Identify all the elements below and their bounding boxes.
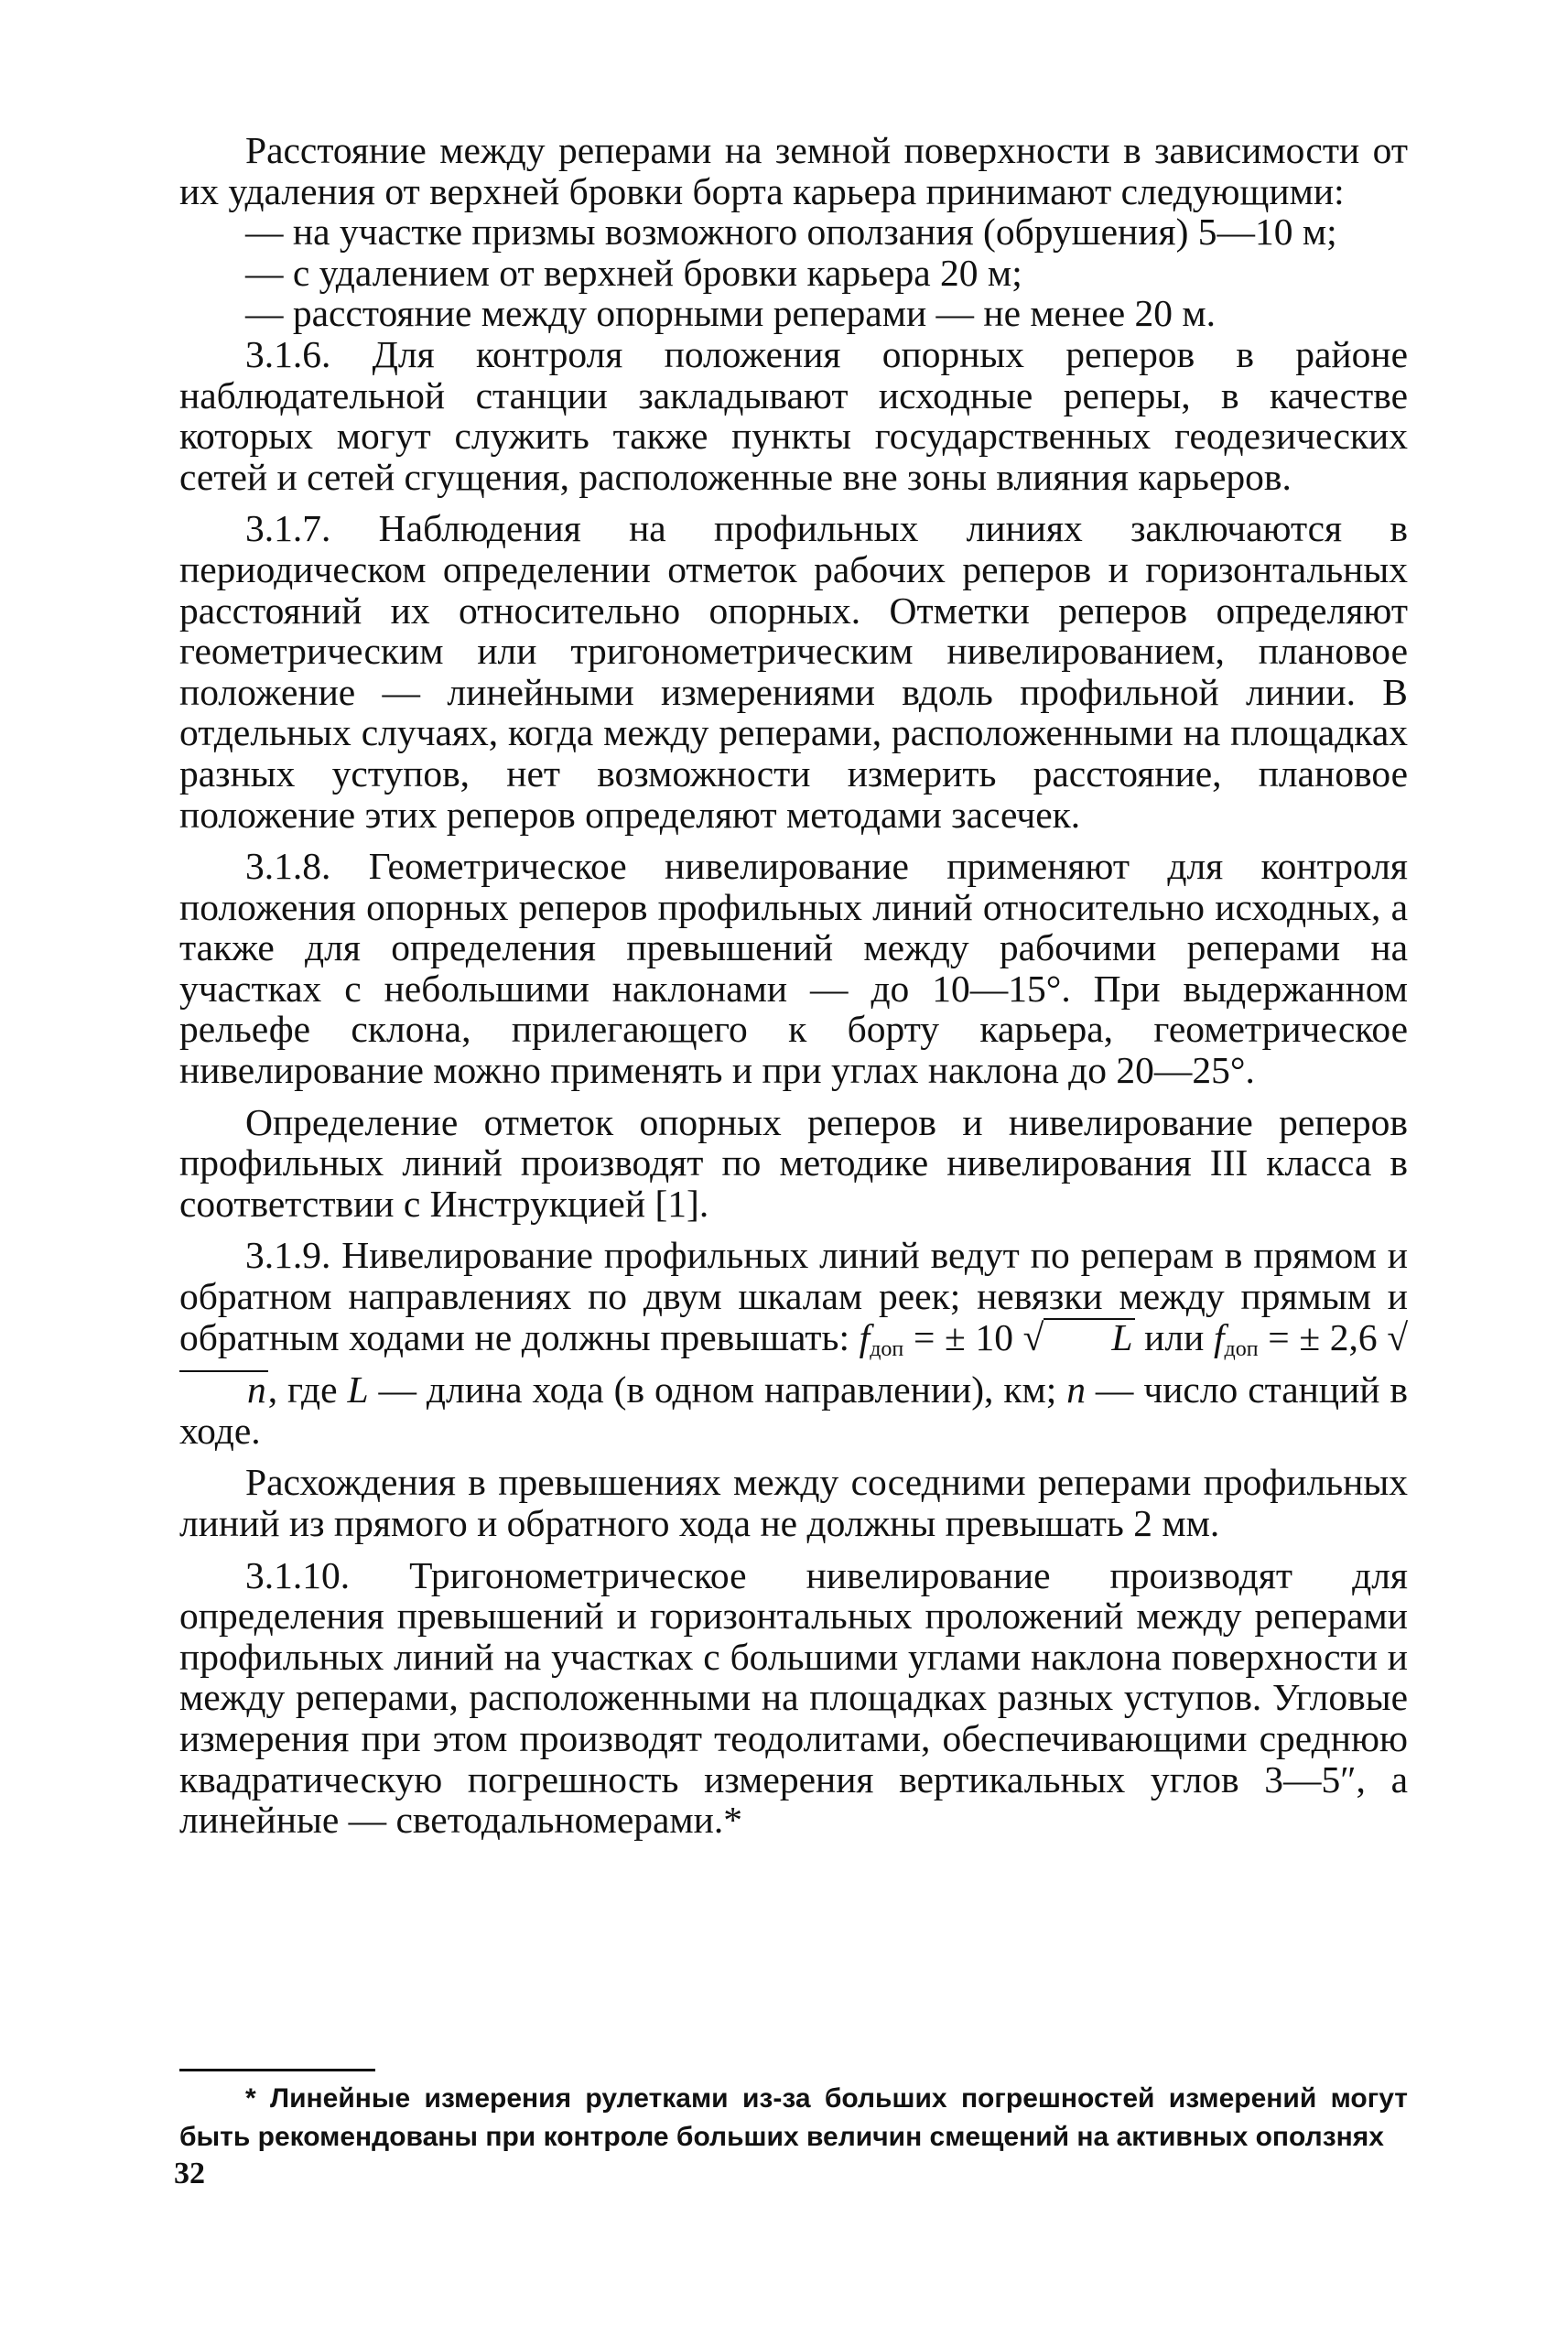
formula-L-symbol: L — [347, 1368, 369, 1411]
formula-eq2: = ± 2,6 — [1268, 1315, 1378, 1358]
footnote-text: * Линейные измерения рулетками из-за больших погрешностей измерений могут быть рекомендованы при контроле больших величин смещений на активных оползнях — [179, 2083, 1408, 2152]
sqrt-icon: √ — [1387, 1315, 1409, 1358]
body-text — [179, 130, 1408, 1841]
formula-or-word: или — [1144, 1315, 1205, 1358]
formula-n-symbol: n — [1066, 1368, 1086, 1411]
formula-n-definition: — число станций в ходе. — [179, 1368, 1409, 1452]
footnote-divider — [179, 2069, 375, 2071]
page-number: 32 — [174, 2157, 205, 2190]
paragraph-3-1-9-text: 3.1.9. Нивелирование профильных линий ведут по реперам в прямом и обратном направлениях по двум шкалам реек; невязки между прямым и обратным ходами не должны превышать: — [179, 1234, 1408, 1358]
list-item-sliding-prism: — на участке призмы возможного оползания (обрушения) 5—10 м; — [245, 211, 1337, 254]
sqrt-icon: √ — [1022, 1315, 1044, 1358]
formula-radicand-1: L — [1044, 1318, 1134, 1355]
formula-subscript: доп — [870, 1336, 904, 1361]
paragraph-3-1-9 — [179, 1235, 1408, 1451]
paragraph-discrepancy: Расхождения в превышениях между соседними реперами профильных линий из прямого и обратного хода не должны превышать 2 мм. — [179, 1461, 1408, 1544]
paragraph-3-1-10: 3.1.10. Тригонометрическое нивелирование производят для определения превышений и горизонтальных проложений между реперами профильных линий на участках с большими углами наклона поверхности и между реперами, расположенными на площадках разных уступов. Угловые измерения при этом производят теодолитами, обеспечивающими среднюю квадратическую погрешность измерения вертикальных углов 3—5″, а линейные — светодальномерами.* — [179, 1553, 1408, 1842]
formula-where: , где — [267, 1368, 338, 1411]
list-item-edge-distance: — с удалением от верхней бровки карьера 20 м; — [245, 251, 1022, 294]
formula-radicand-2: n — [179, 1370, 268, 1407]
formula-L-definition: — длина хода (в одном направлении), км; — [378, 1368, 1057, 1411]
paragraph-leveling-method: Определение отметок опорных реперов и нивелирование реперов профильных линий производят по методике нивелирования III класса в соответствии с Инструкцией [1]. — [179, 1100, 1408, 1225]
list-item-reference-distance: — расстояние между опорными реперами — не менее 20 м. — [245, 292, 1217, 335]
formula-subscript-2: доп — [1224, 1336, 1259, 1361]
formula-f-symbol: f — [859, 1315, 871, 1358]
paragraph-3-1-6: 3.1.6. Для контроля положения опорных реперов в районе наблюдательной станции закладывают исходные реперы, в качестве которых могут служить также пункты государственных геодезических сетей и сетей сгущения, расположенные вне зоны влияния карьеров. — [179, 332, 1408, 498]
footnote — [179, 2080, 1408, 2157]
paragraph-intro: Расстояние между реперами на земной поверхности в зависимости от их удаления от верхней бровки борта карьера принимают следующими: — [179, 129, 1408, 212]
formula-f-symbol-2: f — [1213, 1315, 1225, 1358]
paragraph-3-1-8: 3.1.8. Геометрическое нивелирование применяют для контроля положения опорных реперов профильных линий относительно исходных, а также для определения превышений между рабочими реперами на участках с небольшими наклонами — до 10—15°. При выдержанном рельефе склона, прилегающего к борту карьера, геометрическое нивелирование можно применять и при углах наклона до 20—25°. — [179, 845, 1408, 1092]
formula-eq1: = ± 10 — [913, 1315, 1013, 1358]
paragraph-3-1-7: 3.1.7. Наблюдения на профильных линиях заключаются в периодическом определении отметок рабочих реперов и горизонтальных расстояний их относительно опорных. Отметки реперов определяют геометрическим или тригонометрическим нивелированием, плановое положение — линейными измерениями вдоль профильной линии. В отдельных случаях, когда между реперами, расположенными на площадках разных уступов, нет возможности измерить расстояние, плановое положение этих реперов определяют методами засечек. — [179, 507, 1408, 836]
